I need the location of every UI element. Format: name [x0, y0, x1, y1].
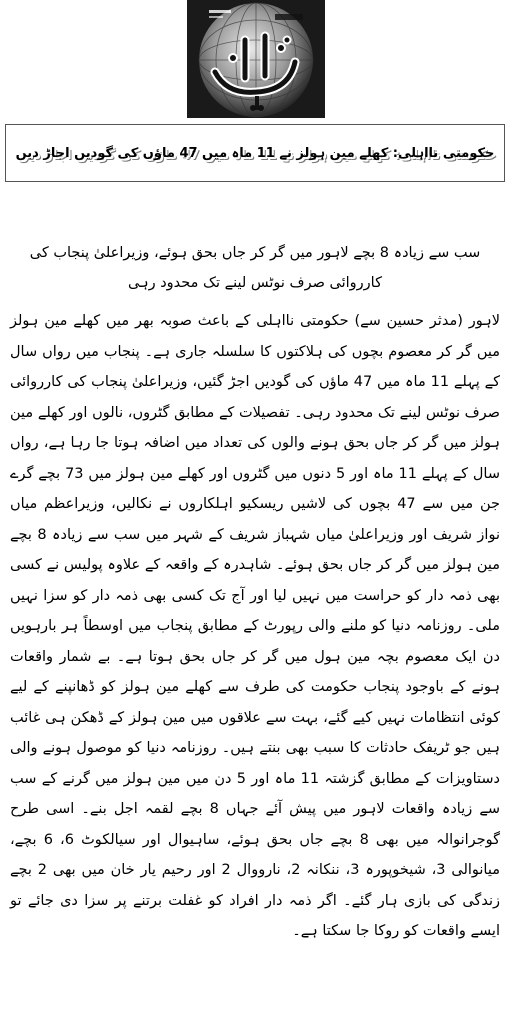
headline-banner	[5, 124, 505, 182]
article	[10, 238, 500, 947]
globe-logo-icon	[187, 0, 325, 118]
article-body: لاہور (مدثر حسین سے) حکومتی نااہلی کے باعث صوبہ بھر میں کھلے مین ہولز میں گر کر معصوم بچوں کی ہلاکتوں کا سلسلہ جاری ہے۔ پنجاب میں رواں سال کے پہلے 11 ماہ میں 47 ماؤں کی گودیں اجڑ گئیں، وزیراعلیٰ پنجاب کی کارروائی صرف نوٹس لینے تک محدود رہی۔ تفصیلات کے مطابق گٹروں، نالوں اور کھلے مین ہولز میں گر کر جاں بحق ہونے والوں کی تعداد میں اضافہ ہوتا جا رہا ہے، رواں سال کے پہلے 11 ماہ اور 5 دنوں میں گٹروں اور کھلے مین ہولز میں 73 بچے گرے جن میں سے 47 بچوں کی لاشیں ریسکیو اہلکاروں نے نکالیں، وزیراعظم میاں نواز شریف اور وزیراعلیٰ میاں شہباز شریف کے شہر میں سب سے زیادہ 8 بچے مین ہولز میں گر کر جاں بحق ہوئے۔ شاہدرہ کے واقعہ کے علاوہ پولیس نے کسی بھی ذمہ دار کو حراست میں نہیں لیا اور آج تک کسی بھی ذمہ دار کو سزا نہیں ملی۔ روزنامہ دنیا کو ملنے والی رپورٹ کے مطابق پنجاب میں اوسطاً ہر بارہویں دن ایک معصوم بچہ مین ہول میں گر کر جاں بحق ہوتا ہے۔ بے شمار واقعات ہونے کے باوجود پنجاب حکومت کی طرف سے کھلے مین ہولز کو ڈھانپنے کے لیے کوئی انتظامات نہیں کیے گئے، بہت سے علاقوں میں مین ہولز کے ڈھکن ہی غائب ہیں جو ٹریفک حادثات کا سبب بھی بنتے ہیں۔ روزنامہ دنیا کو موصول ہونے والی دستاویزات کے مطابق گزشتہ 11 ماہ اور 5 دن میں مین ہولز میں گرنے کے سب سے زیادہ واقعات لاہور میں پیش آئے جہاں 8 بچے لقمہ اجل بنے۔ اسی طرح گوجرانوالہ میں بھی 8 بچے جاں بحق ہوئے، ساہیوال اور سیالکوٹ 6، 6 بچے، میانوالی 3، شیخوپورہ 3، ننکانہ 2، نارووال 2 اور رحیم یار خان میں بھی 2 بچے زندگی کی بازی ہار گئے۔ اگر ذمہ دار افراد کو غفلت برتنے پر سزا دی جائے تو ایسے واقعات کو روکا جا سکتا ہے۔	[10, 313, 501, 939]
newspaper-logo	[187, 0, 325, 118]
headline: حکومتی نااہلی: کھلے مین ہولز نے 11 ماہ میں 47 ماؤں کی گودیں اجاڑ دیں	[15, 145, 495, 161]
article-subhead: سب سے زیادہ 8 بچے لاہور میں گر کر جاں بحق ہوئے، وزیراعلیٰ پنجاب کی کارروائی صرف نوٹس لینے تک محدود رہی	[29, 245, 481, 291]
